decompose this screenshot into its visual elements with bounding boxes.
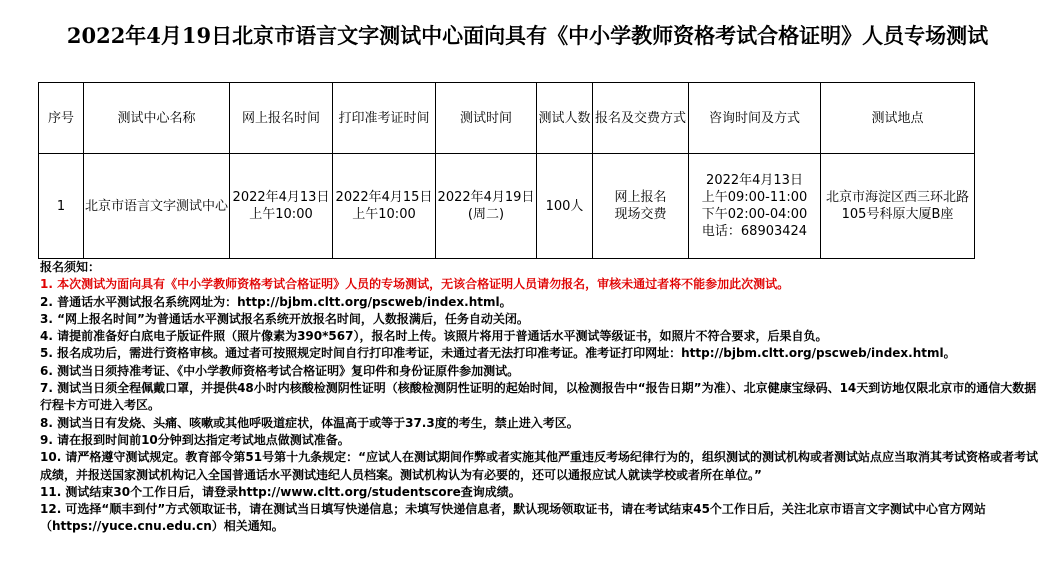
cell-line: 2022年4月13日 bbox=[232, 190, 330, 205]
cell-payment-method bbox=[593, 154, 689, 259]
cell-registration-time bbox=[230, 154, 333, 259]
cell-line: 2022年4月19日 bbox=[437, 190, 535, 205]
cell-line: 上午10:00 bbox=[352, 207, 416, 222]
cell-consultation bbox=[689, 154, 821, 259]
header-cell: 测试中心名称 bbox=[84, 83, 230, 154]
notes-item: 6. 测试当日须持准考证、《中小学教师资格考试合格证明》复印件和身份证原件参加测试。 bbox=[40, 363, 520, 378]
header-cell: 报名及交费方式 bbox=[593, 83, 689, 154]
cell-location bbox=[821, 154, 975, 259]
cell-line: 现场交费 bbox=[614, 207, 667, 222]
notes-item: 12. 可选择“顺丰到付”方式领取证书，请在测试当日填写快递信息；未填写快递信息者，默认现场领取证书，请在考试结束45个工作日后，关注北京市语言文字测试中心官方网站（https://yuce.cnu.edu.cn）相关通知。 bbox=[40, 502, 986, 534]
notes-item: 8. 测试当日有发烧、头痛、咳嗽或其他呼吸道症状，体温高于或等于37.3度的考生，禁止进入考区。 bbox=[40, 415, 579, 430]
cell-line: 上午10:00 bbox=[249, 207, 313, 222]
cell-test-count: 100人 bbox=[537, 154, 593, 259]
notes-item: 3. “网上报名时间”为普通话水平测试报名系统开放报名时间，人数报满后，任务自动关闭。 bbox=[40, 311, 529, 326]
table-header-row bbox=[39, 83, 975, 154]
header-cell: 网上报名时间 bbox=[230, 83, 333, 154]
notes-item: 5. 报名成功后，需进行资格审核。通过者可按照规定时间自行打印准考证，未通过者无法打印准考证。准考证打印网址：http://bjbm.cltt.org/pscweb/index.html。 bbox=[40, 346, 956, 361]
cell-line: 北京市海淀区西三环北路 bbox=[825, 190, 969, 205]
registration-notes bbox=[40, 259, 1040, 536]
table-row bbox=[39, 154, 975, 259]
header-cell: 咨询时间及方式 bbox=[689, 83, 821, 154]
cell-test-time bbox=[436, 154, 537, 259]
notes-item: 11. 测试结束30个工作日后，请登录http://www.cltt.org/studentscore查询成绩。 bbox=[40, 484, 521, 499]
notes-heading: 报名须知： bbox=[40, 260, 101, 274]
cell-line: 下午02:00-04:00 bbox=[701, 207, 808, 222]
cell-line: 2022年4月15日 bbox=[335, 190, 433, 205]
cell-line: 网上报名 bbox=[614, 190, 667, 205]
header-cell: 测试人数 bbox=[537, 83, 593, 154]
header-cell: 测试地点 bbox=[821, 83, 975, 154]
header-cell: 序号 bbox=[39, 83, 84, 154]
page-title: 2022年4月19日北京市语言文字测试中心面向具有《中小学教师资格考试合格证明》人员专场测试 bbox=[66, 23, 989, 48]
notes-item: 7. 测试当日须全程佩戴口罩，并提供48小时内核酸检测阴性证明（核酸检测阴性证明的起始时间，以检测报告中“报告日期”为准）、北京健康宝绿码、14天到访地仅限北京市的通信大数据行程卡方可进入考区。 bbox=[40, 381, 1037, 413]
header-cell: 打印准考证时间 bbox=[333, 83, 436, 154]
cell-line: 2022年4月13日 bbox=[706, 173, 803, 188]
notes-item: 4. 请提前准备好白底电子版证件照（照片像素为390*567），报名时上传。该照片将用于普通话水平测试等级证书，如照片不符合要求，后果自负。 bbox=[40, 329, 828, 344]
cell-line: 105号科原大厦B座 bbox=[841, 207, 954, 222]
cell-number: 1 bbox=[39, 154, 84, 259]
notes-item: 2. 普通话水平测试报名系统网址为：http://bjbm.cltt.org/pscweb/index.html。 bbox=[40, 294, 512, 309]
notes-item: 1. 本次测试为面向具有《中小学教师资格考试合格证明》人员的专场测试，无该合格证明人员请勿报名，审核未通过者将不能参加此次测试。 bbox=[40, 277, 790, 292]
cell-center-name: 北京市语言文字测试中心 bbox=[84, 154, 230, 259]
notes-item: 9. 请在报到时间前10分钟到达指定考试地点做测试准备。 bbox=[40, 432, 350, 447]
notes-item: 10. 请严格遵守测试规定。教育部令第51号第十九条规定：“应试人在测试期间作弊或者实施其他严重违反考场纪律行为的，组织测试的测试机构或者测试站点应当取消其考试资格或者考试成绩，并报送国家测试机构记入全国普通话水平测试违纪人员档案。测试机构认为有必要的，还可以通报应试人就读学校或者所在单位。” bbox=[40, 450, 1039, 482]
schedule-table bbox=[38, 82, 975, 259]
cell-line: 电话：68903424 bbox=[701, 224, 808, 239]
header-cell: 测试时间 bbox=[436, 83, 537, 154]
cell-line: (周二) bbox=[467, 207, 505, 222]
cell-print-ticket-time bbox=[333, 154, 436, 259]
cell-line: 上午09:00-11:00 bbox=[701, 190, 808, 205]
